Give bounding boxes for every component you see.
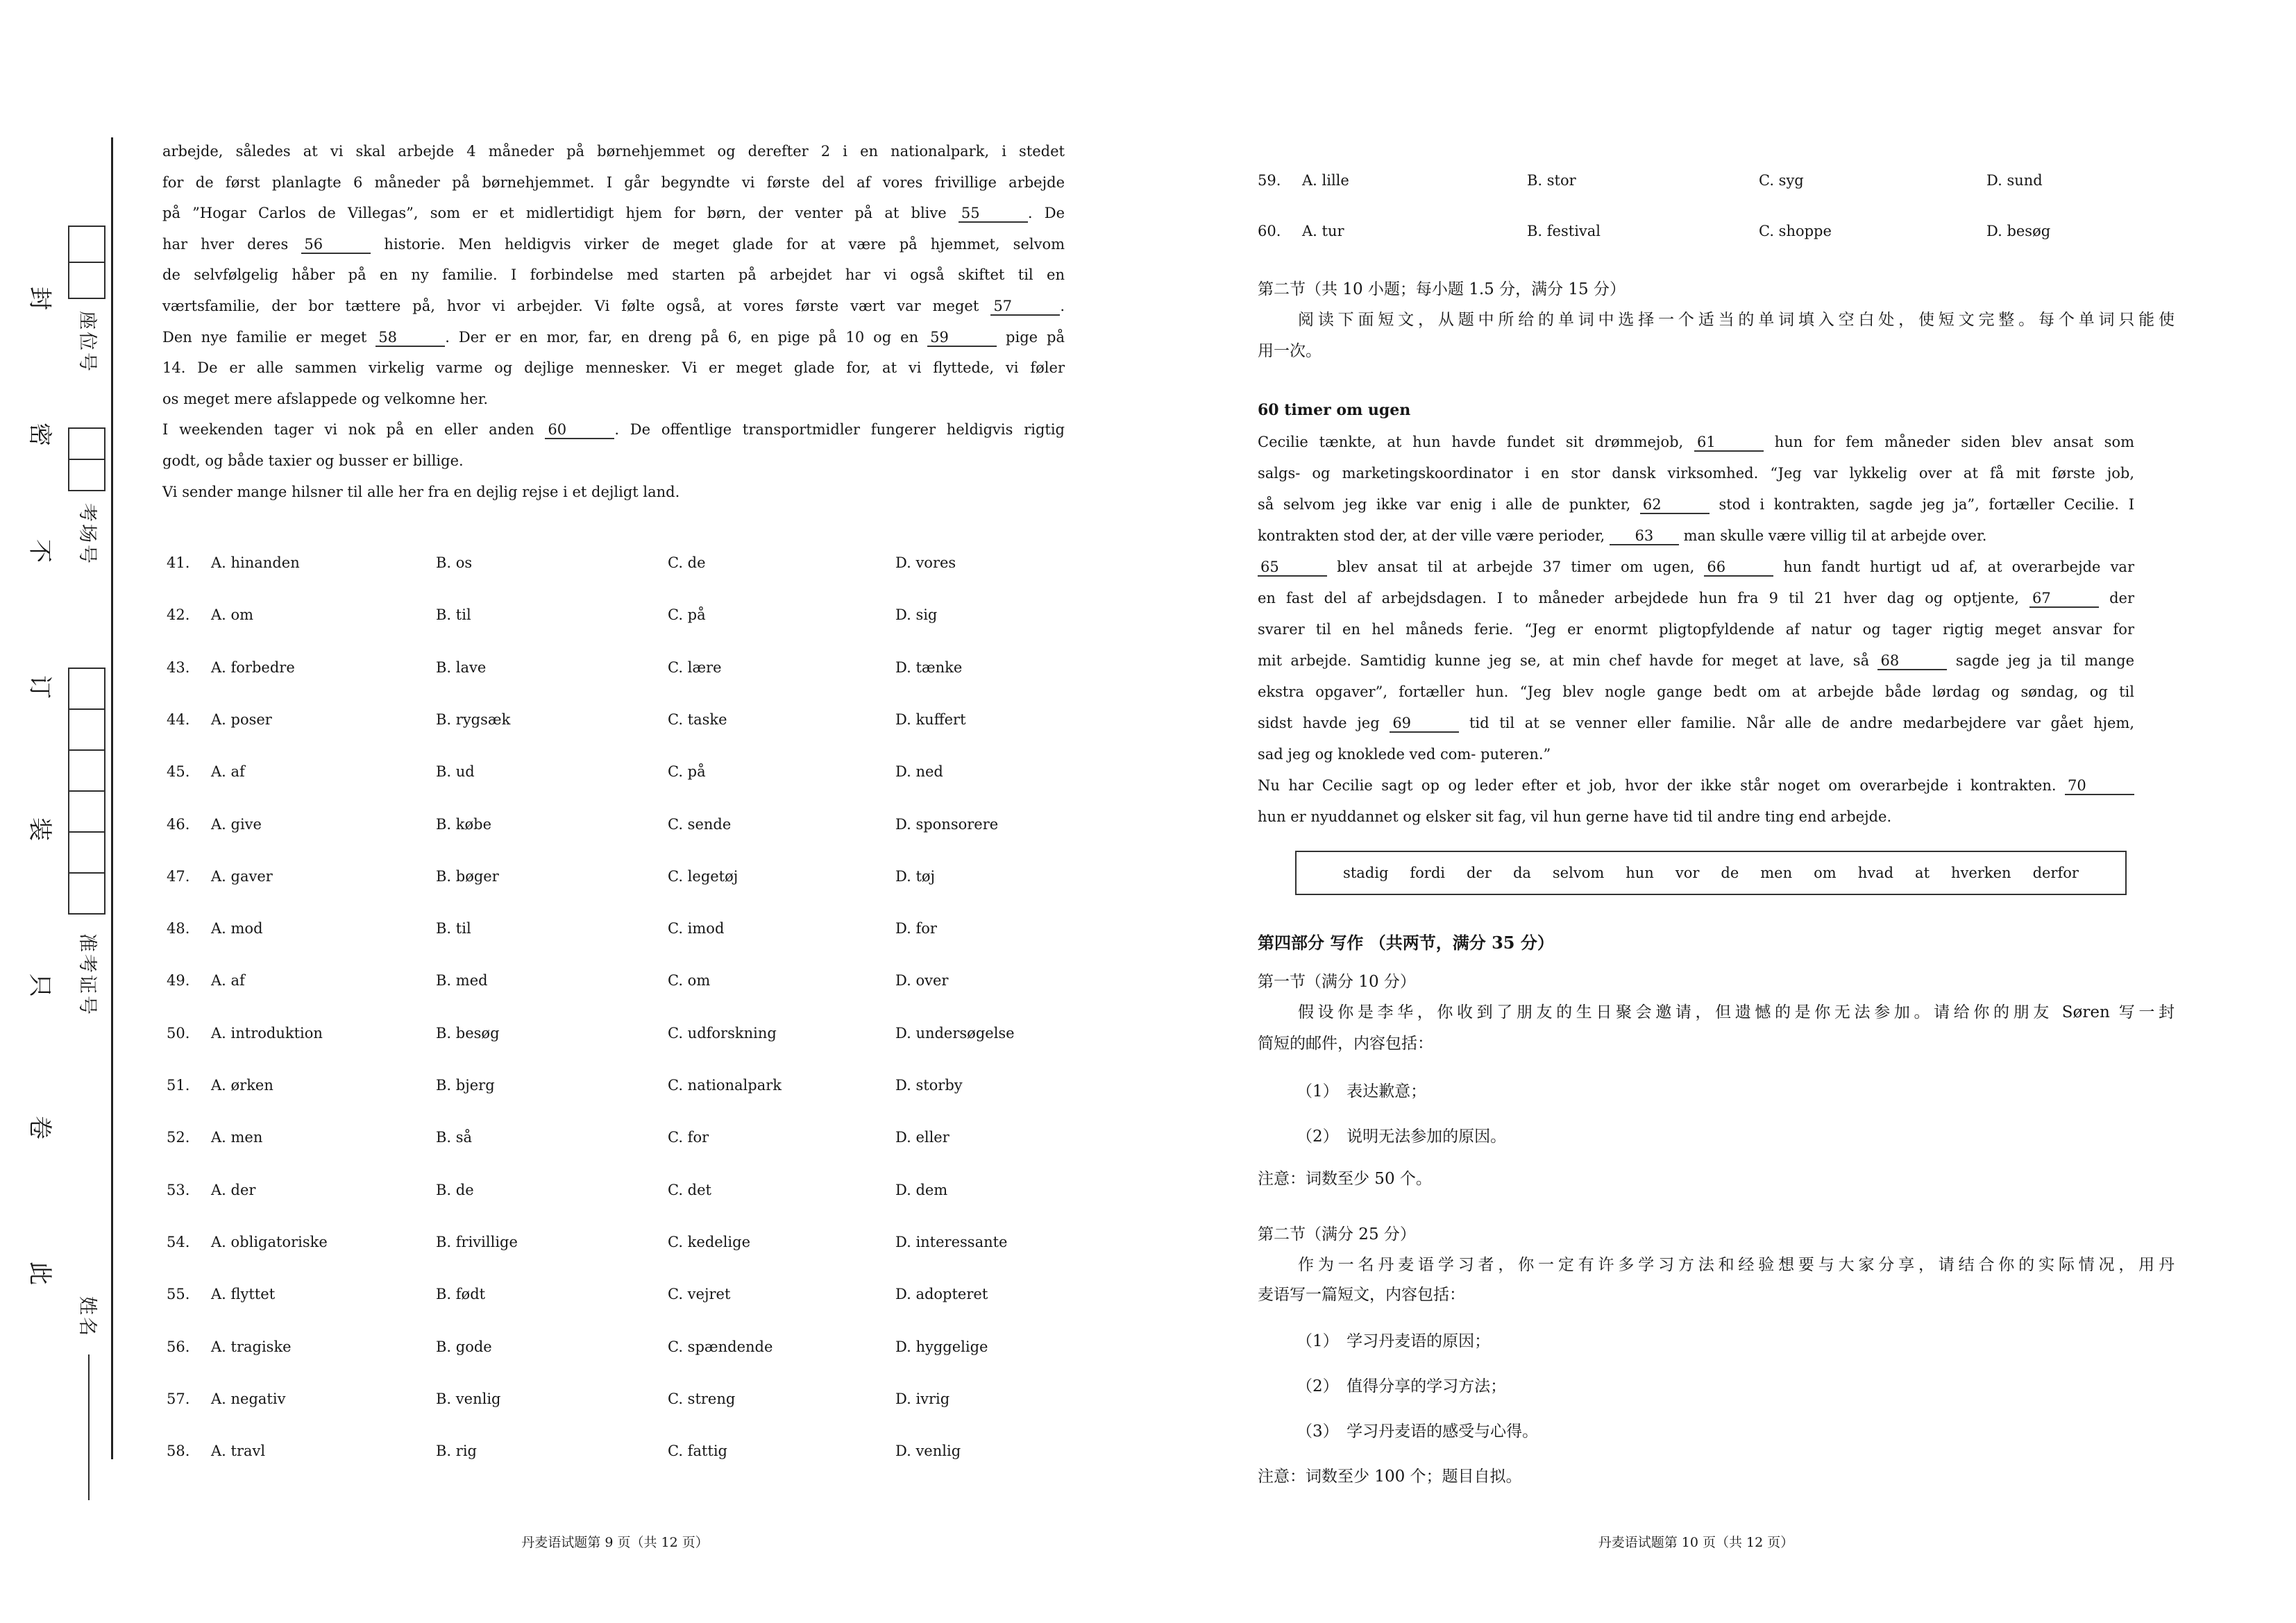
part4-section2-item2: （2） 值得分享的学习方法；	[1297, 1377, 1507, 1395]
option-a: A. der	[211, 1182, 256, 1198]
question-number: 51.	[167, 1077, 190, 1094]
option-a: A. tragiske	[211, 1339, 292, 1355]
passage-line: værtsfamilie, der bor tættere på, hvor vi arbejder. Vi følte også, at vores første vært var meget 57 .	[162, 291, 1065, 322]
option-b: B. rig	[436, 1443, 477, 1459]
question-number: 54.	[167, 1234, 190, 1250]
seal-field-box	[68, 668, 105, 710]
option-c: C. nationalpark	[668, 1077, 782, 1094]
option-b: B. venlig	[436, 1391, 501, 1407]
seal-char: 订	[26, 675, 53, 699]
question-number: 45.	[167, 763, 190, 780]
option-d: D. interessante	[895, 1234, 1008, 1250]
option-c: C. legetøj	[668, 868, 738, 885]
cloze-passage-title: 60 timer om ugen	[1258, 401, 1411, 419]
question-number: 50.	[167, 1025, 190, 1042]
cloze-blank: 67	[2029, 590, 2099, 608]
passage-line: så selvom jeg ikke var enig i alle de punkter, 62 stod i kontrakten, sagde jeg ja”, fortæller Cecilie. I	[1258, 489, 2134, 520]
option-a: A. ørken	[211, 1077, 273, 1094]
passage-line: svarer til en hel måneds ferie. “Jeg er enormt pligtopfyldende af natur og tager rigtig meget ansvar for	[1258, 621, 2134, 638]
part4-section1-item2: （2） 说明无法参加的原因。	[1297, 1128, 1507, 1146]
seal-field-box	[68, 872, 105, 915]
option-c: C. syg	[1759, 172, 1804, 189]
option-a: A. flyttet	[211, 1286, 276, 1302]
part4-section1-item1: （1） 表达歉意；	[1297, 1082, 1427, 1101]
option-b: B. de	[436, 1182, 474, 1198]
option-c: C. på	[668, 763, 706, 780]
question-row	[1258, 170, 2167, 192]
option-b: B. bøger	[436, 868, 499, 885]
option-c: C. shoppe	[1759, 223, 1832, 239]
question-row	[167, 657, 1076, 679]
passage-line: Nu har Cecilie sagt op og leder efter et job, hvor der ikke står noget om overarbejde i kontrakten. 70	[1258, 770, 2134, 801]
word-bank-word: de	[1721, 865, 1739, 881]
question-row	[167, 1284, 1076, 1306]
question-row	[167, 1180, 1076, 1202]
passage-line: I weekenden tager vi nok på en eller anden 60 . De offentlige transportmidler fungerer heldigvis rigtig	[162, 414, 1065, 445]
option-b: B. besøg	[436, 1025, 500, 1042]
passage-line: mit arbejde. Samtidig kunne jeg se, at min chef havde for meget at lave, så 68 sagde jeg ja til mange	[1258, 645, 2134, 677]
option-c: C. for	[668, 1129, 709, 1146]
option-d: D. venlig	[895, 1443, 961, 1459]
option-d: D. for	[895, 920, 937, 937]
option-b: B. til	[436, 606, 471, 623]
passage-line: sidst havde jeg 69 tid til at se venner eller familie. Når alle de andre medarbejdere var gået hjem,	[1258, 708, 2134, 739]
word-bank-word: hun	[1626, 865, 1654, 881]
page-9-footer: 丹麦语试题第 9 页（共 12 页）	[521, 1535, 709, 1550]
passage-line: godt, og både taxier og busser er billige.	[162, 452, 464, 469]
option-c: C. lære	[668, 659, 722, 676]
word-bank-word: derfor	[2032, 865, 2079, 881]
cloze-blank: 58	[375, 330, 445, 347]
question-number: 43.	[167, 659, 190, 676]
question-row	[167, 552, 1076, 575]
question-number: 59.	[1258, 172, 1281, 189]
option-a: A. negativ	[211, 1391, 286, 1407]
section2-intro-line1: 阅读下面短文，从题中所给的单词中选择一个适当的单词填入空白处，使短文完整。每个单词只能使	[1298, 311, 2175, 329]
part4-section1-line1: 假设你是李华，你收到了朋友的生日聚会邀请，但遗憾的是你无法参加。请给你的朋友 Søren 写一封	[1298, 1003, 2175, 1021]
part4-section2-line1: 作为一名丹麦语学习者，你一定有许多学习方法和经验想要与大家分享，请结合你的实际情况，用丹	[1298, 1256, 2175, 1274]
option-c: C. spændende	[668, 1339, 773, 1355]
seal-char: 装	[26, 817, 53, 841]
option-c: C. det	[668, 1182, 711, 1198]
seal-field-label: 考场号	[76, 503, 98, 566]
word-bank-word: stadig	[1343, 865, 1389, 881]
option-d: D. sig	[895, 606, 938, 623]
question-row	[167, 709, 1076, 731]
question-row	[167, 970, 1076, 992]
passage-line: Cecilie tænkte, at hun havde fundet sit drømmejob, 61 hun for fem måneder siden blev ansat som	[1258, 427, 2134, 458]
option-d: D. undersøgelse	[895, 1025, 1015, 1042]
seal-char: 卷	[26, 1116, 53, 1139]
option-b: B. rygsæk	[436, 711, 511, 728]
cloze-blank: 69	[1390, 715, 1459, 733]
passage-line: sad jeg og knoklede ved com- puteren.”	[1258, 746, 1551, 763]
option-d: D. sponsorere	[895, 816, 999, 833]
option-d: D. ivrig	[895, 1391, 950, 1407]
question-row	[167, 604, 1076, 627]
cloze-blank: 68	[1877, 653, 1947, 670]
part4-section1-line2: 简短的邮件，内容包括：	[1258, 1035, 1433, 1053]
seal-field-box	[68, 790, 105, 833]
page-10-footer: 丹麦语试题第 10 页（共 12 页）	[1598, 1535, 1794, 1550]
option-a: A. forbedre	[211, 659, 295, 676]
cloze-passage-page10	[1258, 427, 2134, 833]
question-number: 41.	[167, 554, 190, 571]
part4-section2-note: 注意：词数至少 100 个；题目自拟。	[1258, 1468, 1522, 1486]
question-number: 53.	[167, 1182, 190, 1198]
cloze-blank: 61	[1694, 434, 1764, 452]
option-a: A. mod	[211, 920, 263, 937]
passage-line: salgs- og marketingskoordinator i en stor dansk virksomhed. “Jeg var lykkelig over at få mit første job,	[1258, 465, 2134, 482]
option-d: D. ned	[895, 763, 943, 780]
option-a: A. om	[211, 606, 254, 623]
option-d: D. tænke	[895, 659, 963, 676]
word-bank-word: men	[1760, 865, 1793, 881]
passage-line: Den nye familie er meget 58 . Der er en mor, far, en dreng på 6, en pige på 10 og en 59 pige på	[162, 322, 1065, 353]
question-number: 58.	[167, 1443, 190, 1459]
passage-line: en fast del af arbejdsdagen. I to måneder arbejdede hun fra 9 til 21 hver dag og optjente, 67 der	[1258, 583, 2134, 614]
seal-field-box	[68, 226, 105, 263]
option-b: B. gode	[436, 1339, 492, 1355]
word-bank-word: om	[1814, 865, 1837, 881]
option-c: C. udforskning	[668, 1025, 777, 1042]
question-row	[167, 918, 1076, 940]
option-a: A. tur	[1302, 223, 1344, 239]
option-a: A. gaver	[211, 868, 273, 885]
option-a: A. give	[211, 816, 262, 833]
option-c: C. de	[668, 554, 706, 571]
question-row	[167, 1127, 1076, 1149]
passage-line: os meget mere afslappede og velkomne her.	[162, 390, 489, 407]
seal-char: 密	[26, 423, 53, 446]
seal-field-label: 准考证号	[76, 933, 98, 1017]
seal-line	[111, 137, 113, 1459]
question-number: 52.	[167, 1129, 190, 1146]
part4-section2-line2: 麦语写一篇短文，内容包括：	[1258, 1286, 1465, 1304]
option-d: D. sund	[1986, 172, 2043, 189]
section2-header: 第二节（共 10 小题；每小题 1.5 分，满分 15 分）	[1258, 280, 1626, 298]
option-d: D. over	[895, 972, 949, 989]
question-row	[167, 1023, 1076, 1045]
seal-char: 此	[26, 1261, 53, 1285]
option-c: C. imod	[668, 920, 725, 937]
seal-field-box	[68, 427, 105, 460]
word-bank-word: da	[1512, 865, 1531, 881]
option-b: B. bjerg	[436, 1077, 495, 1094]
option-a: A. hinanden	[211, 554, 300, 571]
seal-field-box	[68, 749, 105, 792]
option-c: C. om	[668, 972, 711, 989]
option-c: C. vejret	[668, 1286, 731, 1302]
option-b: B. os	[436, 554, 473, 571]
part4-header: 第四部分 写作 （共两节，满分 35 分）	[1258, 933, 1554, 953]
word-bank-box	[1295, 851, 2127, 895]
cloze-blank: 56	[301, 237, 371, 254]
part4-section2-item1: （1） 学习丹麦语的原因；	[1297, 1332, 1491, 1350]
option-b: B. med	[436, 972, 488, 989]
passage-line: for de først planlagte 6 måneder på børnehjemmet. I går begyndte vi første del af vores frivillige arbejde	[162, 173, 1065, 191]
passage-line: de selvfølgelig håber på en ny familie. I forbindelse med starten på arbejdet har vi også skiftet til en	[162, 266, 1065, 284]
question-number: 56.	[167, 1339, 190, 1355]
option-c: C. fattig	[668, 1443, 727, 1459]
cloze-blank: 55	[959, 205, 1028, 223]
option-b: B. født	[436, 1286, 486, 1302]
part4-section1-note: 注意：词数至少 50 个。	[1258, 1170, 1432, 1188]
passage-line: kontrakten stod der, at der ville være perioder, 63 man skulle være villig til at arbejde over.	[1258, 520, 2134, 552]
option-d: D. dem	[895, 1182, 948, 1198]
cloze-blank: 59	[927, 330, 997, 347]
word-bank-word: vor	[1675, 865, 1700, 881]
question-number: 57.	[167, 1391, 190, 1407]
option-c: C. på	[668, 606, 706, 623]
cloze-blank: 65	[1258, 559, 1327, 577]
question-number: 60.	[1258, 223, 1281, 239]
question-row	[1258, 221, 2167, 243]
option-a: A. poser	[211, 711, 272, 728]
seal-char: 只	[26, 974, 53, 997]
option-a: A. af	[211, 972, 245, 989]
question-row	[167, 1441, 1076, 1463]
cloze-blank: 62	[1640, 497, 1710, 514]
word-bank-word: der	[1467, 865, 1492, 881]
option-a: A. lille	[1302, 172, 1349, 189]
option-b: B. lave	[436, 659, 487, 676]
option-c: C. streng	[668, 1391, 736, 1407]
passage-line: hun er nyuddannet og elsker sit fag, vil hun gerne have tid til andre ting end arbejde.	[1258, 808, 1892, 825]
question-row	[167, 1232, 1076, 1254]
cloze-blank: 60	[545, 422, 614, 439]
cloze-blank: 66	[1704, 559, 1773, 577]
option-a: A. obligatoriske	[211, 1234, 328, 1250]
option-d: D. besøg	[1986, 223, 2051, 239]
question-row	[167, 1388, 1076, 1411]
cloze-blank: 57	[990, 298, 1060, 316]
seal-char: 不	[26, 539, 53, 563]
option-a: A. introduktion	[211, 1025, 323, 1042]
option-c: C. taske	[668, 711, 727, 728]
part4-section2-item3: （3） 学习丹麦语的感受与心得。	[1297, 1422, 1539, 1441]
question-row	[167, 1336, 1076, 1359]
seal-field-label: 姓名	[76, 1296, 98, 1338]
option-a: A. travl	[211, 1443, 266, 1459]
option-b: B. frivillige	[436, 1234, 518, 1250]
passage-line: 65 blev ansat til at arbejde 37 timer om ugen, 66 hun fandt hurtigt ud af, at overarbejde var	[1258, 552, 2134, 583]
question-row	[167, 761, 1076, 783]
question-number: 44.	[167, 711, 190, 728]
seal-field-box	[68, 459, 105, 491]
question-number: 55.	[167, 1286, 190, 1302]
passage-line: arbejde, således at vi skal arbejde 4 måneder på børnehjemmet og derefter 2 i en nationalpark, i stedet	[162, 143, 1065, 160]
word-bank-word: hvad	[1857, 865, 1894, 881]
option-d: D. adopteret	[895, 1286, 988, 1302]
question-number: 47.	[167, 868, 190, 885]
seal-char: 封	[26, 287, 53, 310]
seal-field-box	[68, 831, 105, 874]
seal-field-box	[68, 262, 105, 299]
question-number: 46.	[167, 816, 190, 833]
passage-line: på ”Hogar Carlos de Villegas”, som er et midlertidigt hjem for børn, der venter på at blive 55 . De	[162, 198, 1065, 229]
option-c: C. kedelige	[668, 1234, 750, 1250]
word-bank-word: fordi	[1410, 865, 1446, 881]
option-b: B. ud	[436, 763, 475, 780]
question-row	[167, 866, 1076, 888]
seal-field-label: 座位号	[76, 311, 98, 373]
part4-section1-header: 第一节（满分 10 分）	[1258, 973, 1416, 991]
option-b: B. stor	[1527, 172, 1576, 189]
cloze-blank: 70	[2065, 778, 2134, 795]
option-d: D. hyggelige	[895, 1339, 988, 1355]
passage-line: har hver deres 56 historie. Men heldigvis virker de meget glade for at være på hjemmet, selvom	[162, 229, 1065, 260]
option-d: D. vores	[895, 554, 956, 571]
option-b: B. festival	[1527, 223, 1601, 239]
option-b: B. købe	[436, 816, 492, 833]
option-b: B. til	[436, 920, 471, 937]
option-a: A. af	[211, 763, 245, 780]
option-d: D. kuffert	[895, 711, 966, 728]
passage-line: ekstra opgaver”, fortæller hun. “Jeg blev nogle gange bedt om at arbejde både lørdag og søndag, og til	[1258, 683, 2134, 700]
option-d: D. storby	[895, 1077, 963, 1094]
question-row	[167, 1075, 1076, 1097]
seal-field-box	[68, 708, 105, 751]
cloze-passage-page9	[162, 136, 1065, 507]
word-bank-word: at	[1915, 865, 1930, 881]
question-number: 42.	[167, 606, 190, 623]
passage-line: 14. De er alle sammen virkelig varme og dejlige mennesker. Vi er meget glade for, at vi flyttede, vi føler	[162, 359, 1065, 377]
section2-intro-line2: 用一次。	[1258, 342, 1322, 360]
question-number: 48.	[167, 920, 190, 937]
option-b: B. så	[436, 1129, 473, 1146]
word-bank-word: hverken	[1951, 865, 2011, 881]
option-d: D. eller	[895, 1129, 949, 1146]
question-number: 49.	[167, 972, 190, 989]
passage-line: Vi sender mange hilsner til alle her fra en dejlig rejse i et dejligt land.	[162, 483, 680, 500]
option-c: C. sende	[668, 816, 732, 833]
cloze-blank: 63	[1610, 528, 1679, 545]
word-bank-word: selvom	[1552, 865, 1605, 881]
question-row	[167, 814, 1076, 836]
name-fill-line	[88, 1354, 90, 1500]
option-d: D. tøj	[895, 868, 936, 885]
option-a: A. men	[211, 1129, 263, 1146]
part4-section2-header: 第二节（满分 25 分）	[1258, 1225, 1416, 1243]
